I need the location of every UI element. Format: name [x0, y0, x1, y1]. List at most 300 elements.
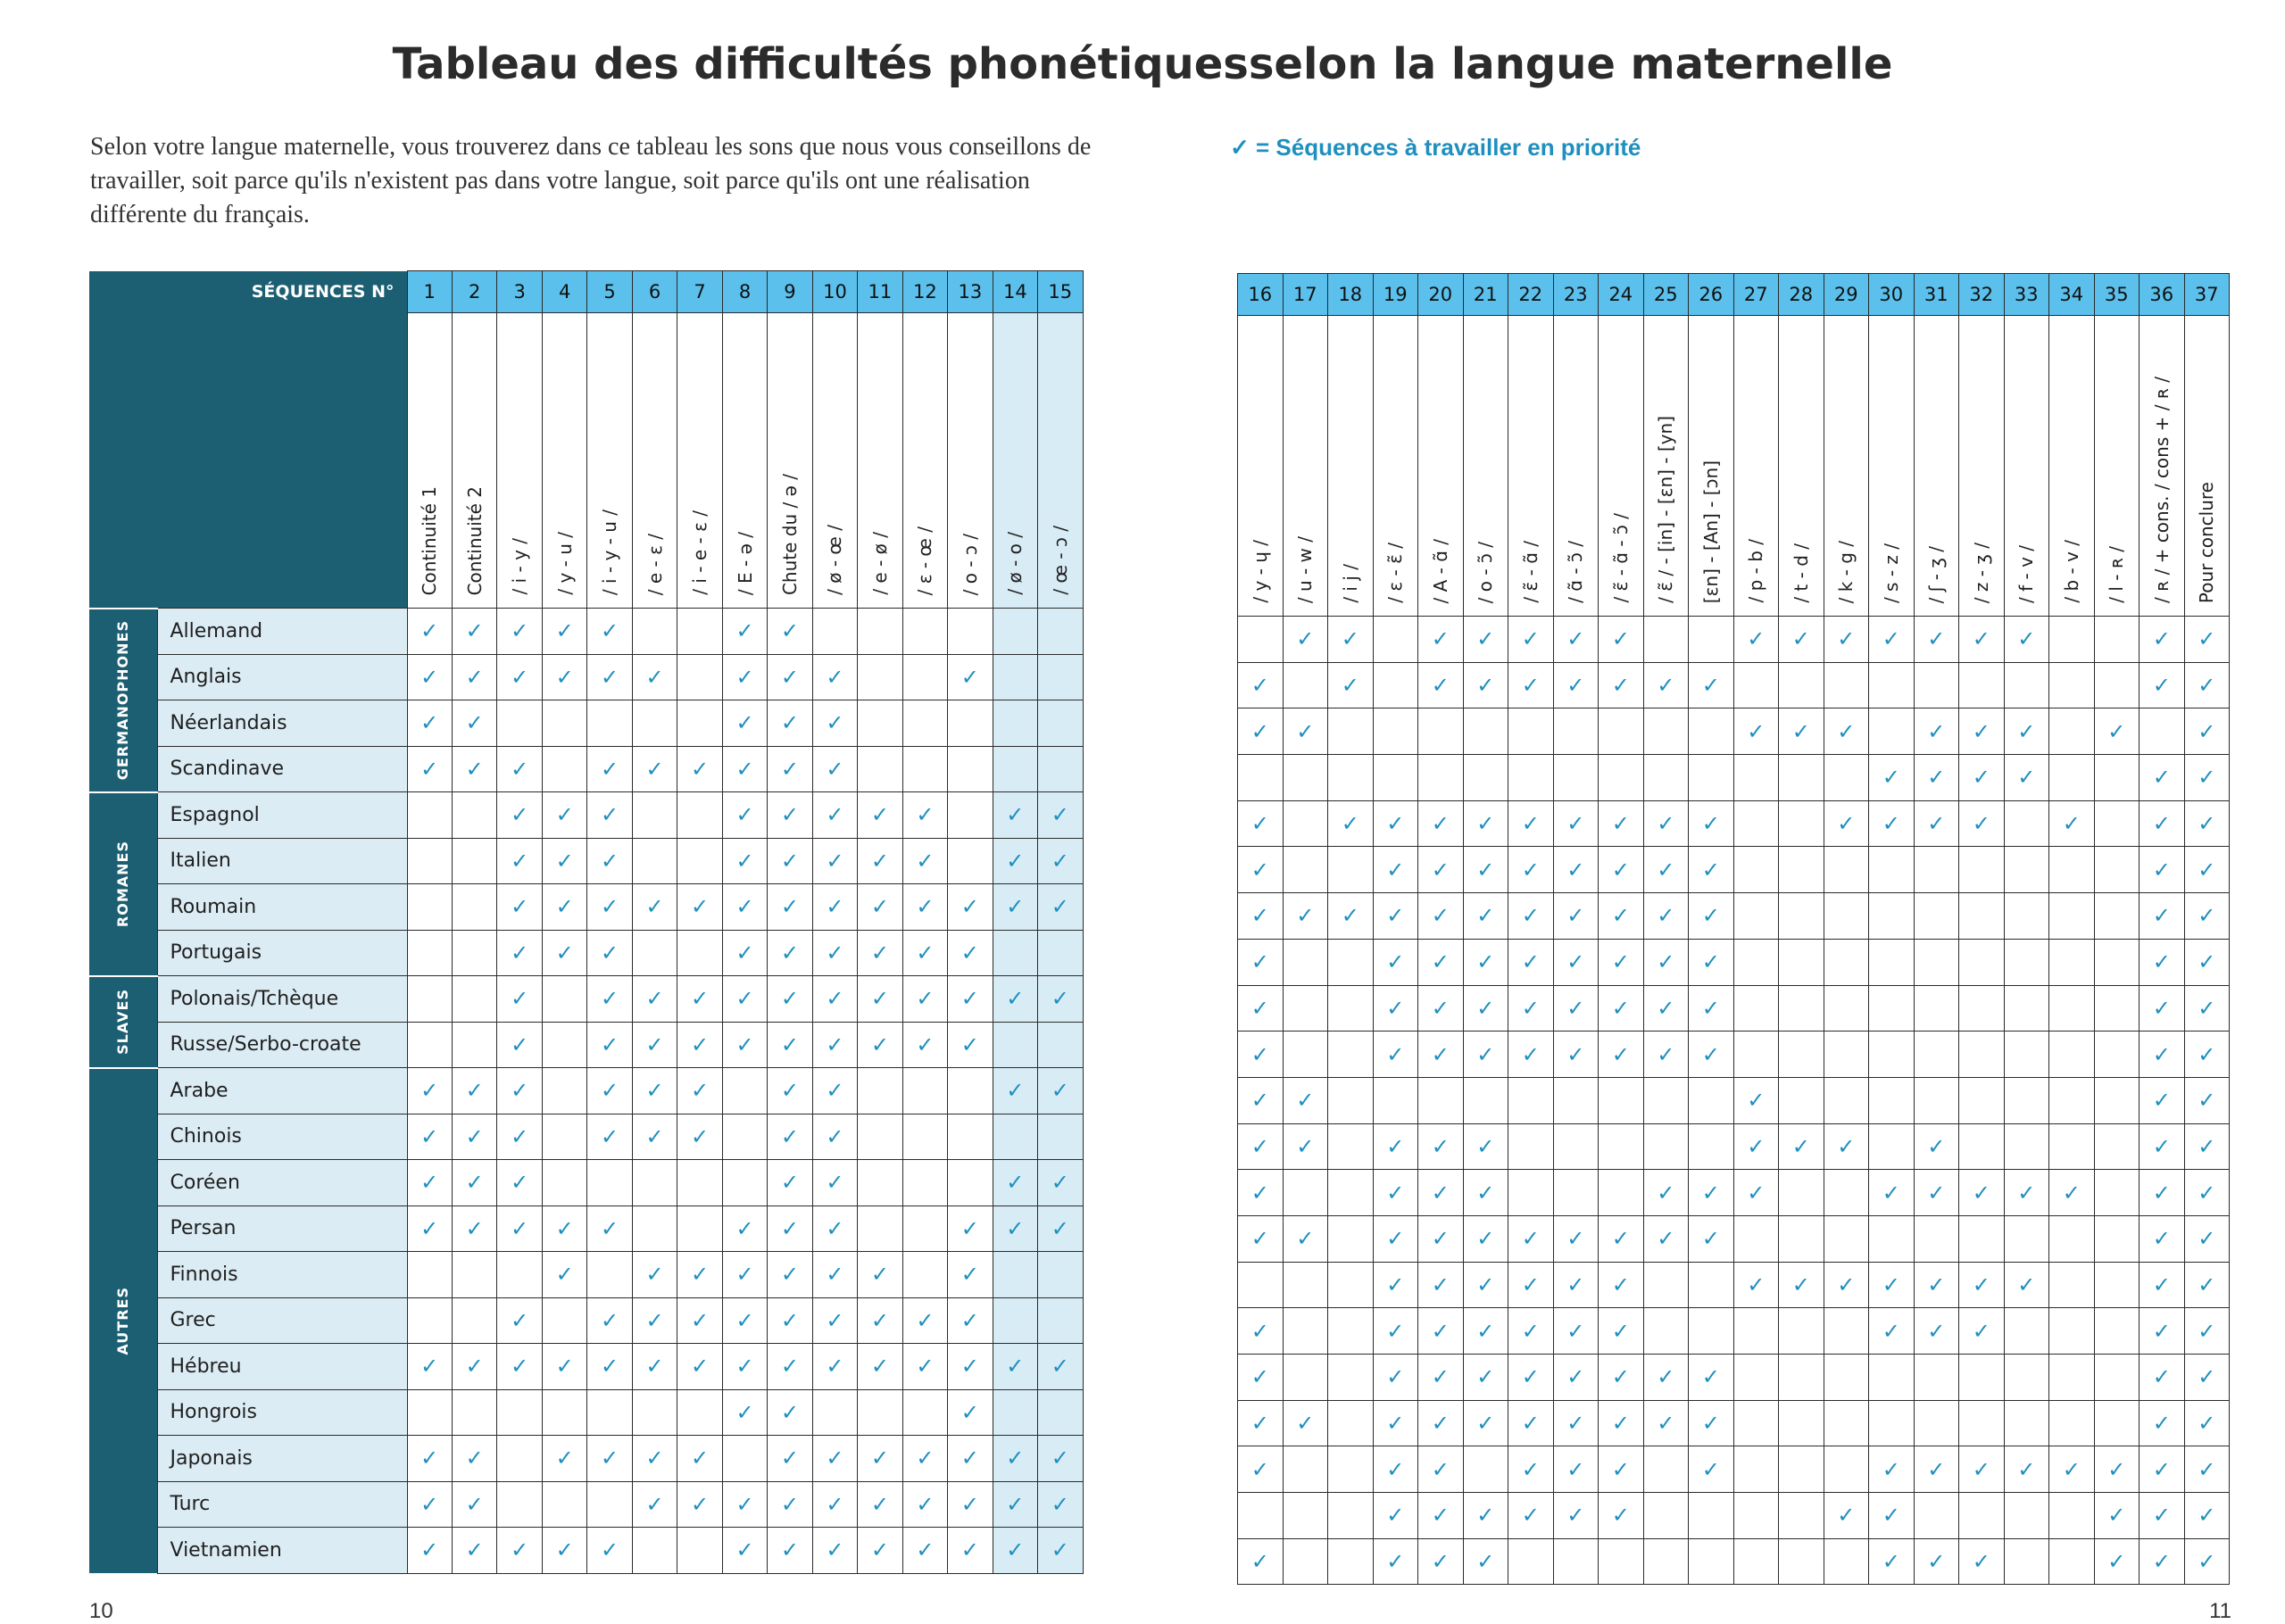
check-mark: ✓ [1553, 617, 1599, 663]
sequence-label-cell [1328, 316, 1374, 617]
check-mark: ✓ [1689, 893, 1734, 940]
empty-cell [2004, 1032, 2049, 1078]
check-mark: ✓ [587, 792, 632, 839]
empty-cell [1238, 755, 1284, 801]
check-mark: ✓ [677, 1114, 722, 1160]
check-mark: ✓ [722, 1022, 767, 1068]
empty-cell [1508, 755, 1554, 801]
empty-cell [1373, 617, 1418, 663]
empty-cell [1959, 662, 2005, 708]
sequence-label: / ø - o / [1004, 532, 1026, 595]
check-mark: ✓ [1328, 617, 1374, 663]
check-mark: ✓ [812, 792, 857, 839]
check-mark: ✓ [1869, 755, 1915, 801]
language-row [1238, 1493, 2230, 1539]
sequence-label: / e - ø / [868, 532, 891, 595]
empty-cell [858, 1160, 902, 1206]
empty-cell [1283, 1493, 1328, 1539]
check-mark: ✓ [497, 746, 542, 792]
empty-cell [452, 792, 496, 839]
empty-cell [1689, 1262, 1734, 1308]
language-name: Polonais/Tchèque [157, 976, 407, 1023]
empty-cell [452, 976, 496, 1023]
check-mark: ✓ [677, 884, 722, 931]
check-mark: ✓ [587, 609, 632, 655]
check-mark: ✓ [858, 792, 902, 839]
check-mark: ✓ [993, 1436, 1037, 1482]
sequence-number: 34 [2049, 274, 2095, 316]
empty-cell [1283, 1538, 1328, 1585]
sequence-label: / z - ʒ / [1970, 542, 1992, 603]
check-mark: ✓ [452, 1114, 496, 1160]
language-row [89, 838, 1083, 884]
check-mark: ✓ [2140, 893, 2185, 940]
check-mark: ✓ [1418, 1262, 1464, 1308]
check-mark: ✓ [902, 1297, 947, 1344]
empty-cell [407, 792, 452, 839]
check-mark: ✓ [452, 1206, 496, 1252]
empty-cell [1328, 1032, 1374, 1078]
check-mark: ✓ [1643, 1032, 1689, 1078]
check-mark: ✓ [452, 654, 496, 700]
check-mark: ✓ [1914, 1308, 1959, 1355]
empty-cell [1463, 1446, 1508, 1493]
sequence-label: / ʃ - ʒ / [1925, 545, 1948, 603]
check-mark: ✓ [993, 884, 1037, 931]
empty-cell [993, 1114, 1037, 1160]
check-mark: ✓ [407, 700, 452, 747]
sequence-label: / i - y - u / [599, 509, 621, 595]
sequence-number: 30 [1869, 274, 1915, 316]
empty-cell [1038, 746, 1083, 792]
check-mark: ✓ [2094, 708, 2140, 755]
check-mark: ✓ [1643, 847, 1689, 893]
empty-cell [902, 1160, 947, 1206]
check-mark: ✓ [948, 884, 993, 931]
check-mark: ✓ [1283, 617, 1328, 663]
check-mark: ✓ [1038, 838, 1083, 884]
check-mark: ✓ [2140, 1077, 2185, 1123]
sequence-label-cell [407, 313, 452, 609]
check-mark: ✓ [1373, 1170, 1418, 1216]
empty-cell [902, 654, 947, 700]
check-mark: ✓ [1689, 939, 1734, 985]
check-mark: ✓ [1238, 1170, 1284, 1216]
check-mark: ✓ [497, 1344, 542, 1390]
check-mark: ✓ [677, 1344, 722, 1390]
check-mark: ✓ [1553, 893, 1599, 940]
empty-cell [1328, 847, 1374, 893]
sequence-label-cell [497, 313, 542, 609]
check-mark: ✓ [858, 1297, 902, 1344]
empty-cell [2094, 755, 2140, 801]
check-mark: ✓ [812, 976, 857, 1023]
empty-cell [2049, 1355, 2095, 1401]
check-mark: ✓ [768, 838, 812, 884]
check-mark: ✓ [677, 1022, 722, 1068]
sequence-label-row [1238, 316, 2230, 617]
empty-cell [1508, 1538, 1554, 1585]
check-mark: ✓ [1869, 1446, 1915, 1493]
check-mark: ✓ [948, 1344, 993, 1390]
sequence-number: 1 [407, 271, 452, 313]
check-mark: ✓ [1038, 1068, 1083, 1114]
empty-cell [1283, 662, 1328, 708]
check-mark: ✓ [1733, 617, 1779, 663]
empty-cell [497, 1436, 542, 1482]
check-mark: ✓ [2184, 1446, 2230, 1493]
language-row [1238, 1355, 2230, 1401]
empty-cell [1328, 1493, 1374, 1539]
empty-cell [2094, 1123, 2140, 1170]
check-mark: ✓ [1689, 985, 1734, 1032]
check-mark: ✓ [452, 700, 496, 747]
check-mark: ✓ [1418, 617, 1464, 663]
check-mark: ✓ [1508, 1400, 1554, 1446]
check-mark: ✓ [1238, 847, 1284, 893]
empty-cell [2004, 1538, 2049, 1585]
check-mark: ✓ [858, 1528, 902, 1574]
language-name: Arabe [157, 1068, 407, 1114]
empty-cell [1508, 1123, 1554, 1170]
empty-cell [1869, 1032, 1915, 1078]
check-mark: ✓ [1238, 985, 1284, 1032]
language-row [89, 1389, 1083, 1436]
check-mark: ✓ [1508, 662, 1554, 708]
language-row [1238, 847, 2230, 893]
check-mark: ✓ [722, 1481, 767, 1528]
empty-cell [2049, 708, 2095, 755]
check-mark: ✓ [2094, 1538, 2140, 1585]
check-mark: ✓ [812, 1297, 857, 1344]
check-mark: ✓ [677, 1481, 722, 1528]
check-mark: ✓ [1038, 976, 1083, 1023]
empty-cell [1283, 800, 1328, 847]
check-mark: ✓ [1643, 800, 1689, 847]
check-mark: ✓ [1463, 1123, 1508, 1170]
check-mark: ✓ [1599, 1400, 1644, 1446]
check-mark: ✓ [587, 1344, 632, 1390]
check-mark: ✓ [1914, 800, 1959, 847]
empty-cell [2004, 1400, 2049, 1446]
empty-cell [1959, 939, 2005, 985]
empty-cell [1643, 1493, 1689, 1539]
group-label: AUTRES [114, 1286, 132, 1355]
check-mark: ✓ [1418, 847, 1464, 893]
check-mark: ✓ [452, 1528, 496, 1574]
check-mark: ✓ [1553, 1032, 1599, 1078]
check-mark: ✓ [2140, 1493, 2185, 1539]
sequence-label-row [89, 313, 1083, 609]
check-mark: ✓ [632, 1068, 677, 1114]
check-mark: ✓ [2004, 1446, 2049, 1493]
check-mark: ✓ [768, 930, 812, 976]
check-mark: ✓ [542, 1206, 586, 1252]
empty-cell [948, 792, 993, 839]
check-mark: ✓ [1418, 1446, 1464, 1493]
check-mark: ✓ [902, 884, 947, 931]
check-mark: ✓ [587, 1022, 632, 1068]
check-mark: ✓ [812, 746, 857, 792]
sequence-label-cell [677, 313, 722, 609]
empty-cell [993, 1022, 1037, 1068]
check-mark: ✓ [1869, 1170, 1915, 1216]
check-mark: ✓ [1463, 1355, 1508, 1401]
sequence-label-cell [542, 313, 586, 609]
check-mark: ✓ [1959, 1262, 2005, 1308]
check-mark: ✓ [1463, 662, 1508, 708]
check-mark: ✓ [1418, 1032, 1464, 1078]
check-mark: ✓ [858, 1252, 902, 1298]
check-mark: ✓ [587, 1206, 632, 1252]
empty-cell [407, 1252, 452, 1298]
check-mark: ✓ [1689, 1355, 1734, 1401]
empty-cell [1869, 985, 1915, 1032]
check-mark: ✓ [768, 1436, 812, 1482]
check-mark: ✓ [1418, 1400, 1464, 1446]
empty-cell [1643, 1538, 1689, 1585]
check-mark: ✓ [1238, 1077, 1284, 1123]
check-mark: ✓ [1373, 1446, 1418, 1493]
check-mark: ✓ [1779, 1123, 1824, 1170]
sequence-header: SÉQUENCES N° [89, 271, 407, 313]
check-mark: ✓ [1689, 1170, 1734, 1216]
empty-cell [2004, 1215, 2049, 1262]
empty-cell [948, 1160, 993, 1206]
empty-cell [1418, 1077, 1464, 1123]
check-mark: ✓ [407, 1436, 452, 1482]
check-mark: ✓ [722, 1252, 767, 1298]
check-mark: ✓ [587, 930, 632, 976]
empty-cell [1914, 939, 1959, 985]
check-mark: ✓ [1689, 800, 1734, 847]
language-row [1238, 939, 2230, 985]
check-mark: ✓ [2184, 1123, 2230, 1170]
sequence-label-cell [1824, 316, 1869, 617]
check-mark: ✓ [1869, 1262, 1915, 1308]
empty-cell [1959, 1123, 2005, 1170]
language-row [1238, 662, 2230, 708]
empty-cell [1643, 708, 1689, 755]
check-mark: ✓ [632, 1344, 677, 1390]
group-label: SLAVES [114, 989, 132, 1055]
language-name: Vietnamien [157, 1528, 407, 1574]
sequence-number: 13 [948, 271, 993, 313]
check-mark: ✓ [1373, 939, 1418, 985]
check-mark: ✓ [1463, 1032, 1508, 1078]
check-mark: ✓ [1643, 939, 1689, 985]
language-row [89, 1114, 1083, 1160]
check-mark: ✓ [587, 1297, 632, 1344]
sequence-number: 35 [2094, 274, 2140, 316]
check-mark: ✓ [1038, 792, 1083, 839]
language-row [89, 1206, 1083, 1252]
empty-cell [632, 1528, 677, 1574]
check-mark: ✓ [1418, 1215, 1464, 1262]
check-mark: ✓ [587, 838, 632, 884]
empty-cell [2094, 617, 2140, 663]
language-row [1238, 708, 2230, 755]
empty-cell [1328, 1308, 1374, 1355]
empty-cell [1779, 1077, 1824, 1123]
check-mark: ✓ [722, 700, 767, 747]
empty-cell [993, 1389, 1037, 1436]
empty-cell [1779, 1170, 1824, 1216]
check-mark: ✓ [768, 700, 812, 747]
empty-cell [2049, 662, 2095, 708]
check-mark: ✓ [993, 1528, 1037, 1574]
language-name: Néerlandais [157, 700, 407, 747]
empty-cell [542, 746, 586, 792]
check-mark: ✓ [1373, 847, 1418, 893]
check-mark: ✓ [2184, 617, 2230, 663]
empty-cell [2049, 1032, 2095, 1078]
check-mark: ✓ [1508, 1308, 1554, 1355]
empty-cell [2094, 800, 2140, 847]
check-mark: ✓ [768, 1206, 812, 1252]
check-mark: ✓ [1508, 847, 1554, 893]
check-mark: ✓ [1643, 1215, 1689, 1262]
sequence-number: 10 [812, 271, 857, 313]
check-mark: ✓ [407, 609, 452, 655]
empty-cell [1283, 1446, 1328, 1493]
sequence-label: / y - ɥ / [1249, 540, 1271, 603]
check-mark: ✓ [1599, 1032, 1644, 1078]
sequence-label-cell [948, 313, 993, 609]
check-mark: ✓ [812, 1436, 857, 1482]
check-mark: ✓ [1733, 1077, 1779, 1123]
check-mark: ✓ [2140, 985, 2185, 1032]
empty-cell [452, 1022, 496, 1068]
sequence-label: / k - g / [1835, 540, 1857, 603]
empty-cell [632, 930, 677, 976]
empty-cell [2094, 847, 2140, 893]
sequence-number: 26 [1689, 274, 1734, 316]
empty-cell [1328, 1215, 1374, 1262]
check-mark: ✓ [993, 838, 1037, 884]
empty-cell [1869, 1215, 1915, 1262]
check-mark: ✓ [1418, 1308, 1464, 1355]
empty-cell [902, 1206, 947, 1252]
language-row [1238, 1538, 2230, 1585]
check-mark: ✓ [677, 1252, 722, 1298]
empty-cell [2094, 1262, 2140, 1308]
sequence-label-cell [902, 313, 947, 609]
check-mark: ✓ [722, 1389, 767, 1436]
check-mark: ✓ [587, 1068, 632, 1114]
empty-cell [1869, 662, 1915, 708]
check-mark: ✓ [812, 1252, 857, 1298]
language-row [89, 1481, 1083, 1528]
empty-cell [1869, 708, 1915, 755]
empty-cell [452, 1297, 496, 1344]
sequence-number: 16 [1238, 274, 1284, 316]
page-number-right: 11 [2209, 1599, 2231, 1623]
check-mark: ✓ [1373, 1355, 1418, 1401]
check-mark: ✓ [1373, 1215, 1418, 1262]
empty-cell [1959, 893, 2005, 940]
language-row [1238, 1123, 2230, 1170]
language-row [1238, 985, 2230, 1032]
empty-cell [2094, 893, 2140, 940]
sequence-label: Chute du / ə / [778, 473, 801, 595]
check-mark: ✓ [902, 1022, 947, 1068]
check-mark: ✓ [722, 654, 767, 700]
empty-cell [1283, 1170, 1328, 1216]
check-mark: ✓ [1328, 893, 1374, 940]
check-mark: ✓ [1599, 800, 1644, 847]
empty-cell [1689, 1123, 1734, 1170]
check-mark: ✓ [858, 1481, 902, 1528]
empty-cell [1824, 662, 1869, 708]
check-mark: ✓ [948, 1206, 993, 1252]
empty-cell [1779, 1538, 1824, 1585]
empty-cell [2094, 1308, 2140, 1355]
check-mark: ✓ [1418, 1538, 1464, 1585]
empty-cell [1914, 662, 1959, 708]
empty-cell [993, 654, 1037, 700]
empty-cell [1914, 1355, 1959, 1401]
language-row [1238, 755, 2230, 801]
empty-cell [407, 1022, 452, 1068]
check-mark: ✓ [2049, 1170, 2095, 1216]
empty-cell [1733, 1355, 1779, 1401]
empty-cell [1508, 708, 1554, 755]
check-mark: ✓ [2184, 1077, 2230, 1123]
empty-cell [1328, 708, 1374, 755]
check-mark: ✓ [1599, 1215, 1644, 1262]
empty-cell [1508, 1170, 1554, 1216]
empty-cell [1824, 1215, 1869, 1262]
sequence-label-cell [1418, 316, 1464, 617]
check-mark: ✓ [993, 792, 1037, 839]
check-mark: ✓ [452, 746, 496, 792]
empty-cell [858, 1068, 902, 1114]
sequence-number: 12 [902, 271, 947, 313]
language-row [1238, 800, 2230, 847]
page-title: Tableau des difficultés phonétiquesselon la langue maternelle [392, 39, 1893, 89]
check-mark: ✓ [542, 1252, 586, 1298]
check-mark: ✓ [1599, 617, 1644, 663]
empty-cell [1869, 847, 1915, 893]
sequence-label-cell [587, 313, 632, 609]
empty-cell [1283, 939, 1328, 985]
empty-cell [1959, 847, 2005, 893]
check-mark: ✓ [1599, 985, 1644, 1032]
check-mark: ✓ [1038, 1528, 1083, 1574]
empty-cell [1463, 708, 1508, 755]
check-mark: ✓ [2094, 1446, 2140, 1493]
empty-cell [1599, 1077, 1644, 1123]
check-mark: ✓ [1599, 1355, 1644, 1401]
empty-cell [1733, 1215, 1779, 1262]
check-mark: ✓ [452, 1160, 496, 1206]
empty-cell [1914, 1215, 1959, 1262]
check-mark: ✓ [768, 746, 812, 792]
empty-cell [587, 1481, 632, 1528]
empty-cell [1643, 617, 1689, 663]
check-mark: ✓ [1599, 1308, 1644, 1355]
language-name: Turc [157, 1481, 407, 1528]
check-mark: ✓ [858, 1436, 902, 1482]
empty-cell [722, 1436, 767, 1482]
empty-cell [2094, 1077, 2140, 1123]
check-mark: ✓ [2140, 1308, 2185, 1355]
check-mark: ✓ [1824, 617, 1869, 663]
check-mark: ✓ [542, 884, 586, 931]
sequence-label: / i - e - ε / [689, 510, 711, 595]
check-mark: ✓ [1238, 1308, 1284, 1355]
